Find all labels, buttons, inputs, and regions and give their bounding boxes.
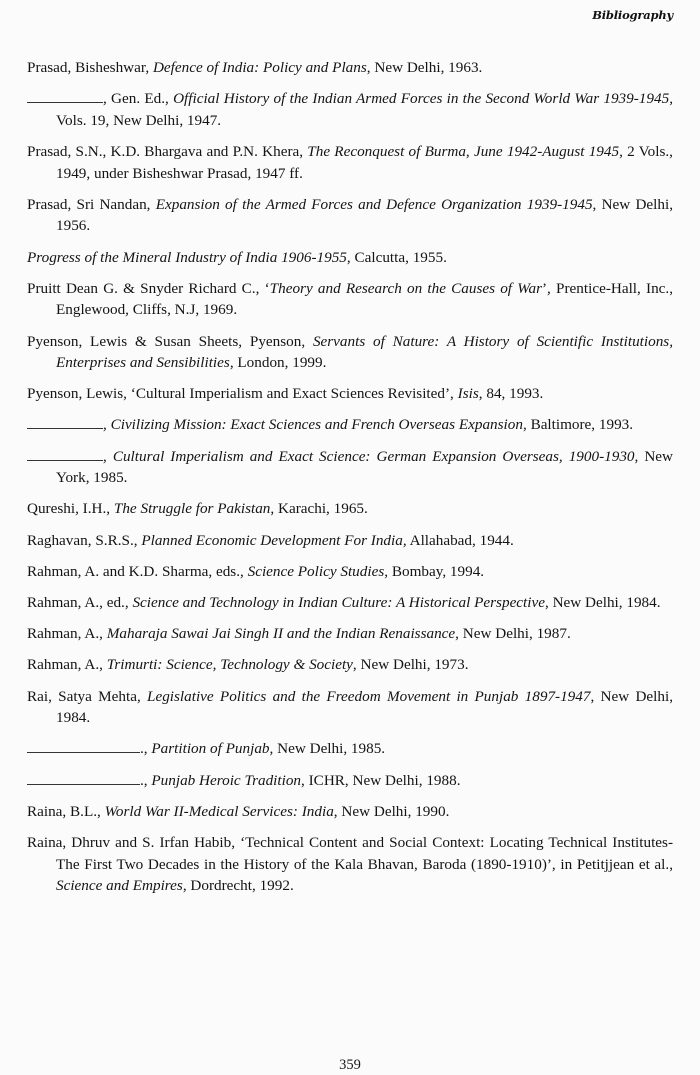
entry-title: Defence of India: Policy and Plans [152, 59, 367, 76]
entry-author: ., [140, 771, 152, 789]
bibliography-entry [27, 331, 673, 374]
bibliography-entry [27, 57, 673, 79]
bibliography-entry [27, 530, 673, 552]
entry-author: ., [140, 740, 152, 758]
entry-author: Rahman, A., [27, 625, 107, 643]
entry-title: Progress of the Mineral Industry of India 1906-1955 [27, 248, 347, 266]
entry-imprint: , Calcutta, 1955. [346, 248, 447, 266]
entry-title: Science Policy Studies [247, 562, 385, 580]
entry-author: Rai, Satya Mehta, [27, 687, 148, 705]
entry-title: Punjab Heroic Tradition [151, 771, 302, 789]
entry-author: Prasad, Bisheshwar, [27, 59, 153, 76]
entry-imprint: , Bombay, 1994. [384, 562, 485, 580]
entry-imprint: , New Delhi, 1984. [56, 687, 673, 727]
entry-author: Raina, Dhruv and S. Irfan Habib, ‘Technical Content and Social Context: Locating Technical Institutes-The First Two Decades in the History of the Kala Bhavan, Baroda (1890-1910)’, in Petitjjean et al., [27, 833, 673, 873]
bibliography-entry [27, 383, 673, 405]
bibliography-entry-list [27, 57, 673, 897]
entry-title: Expansion of the Armed Forces and Defence Organization 1939-1945 [155, 195, 593, 213]
repeated-author-rule [27, 739, 140, 753]
bibliography-entry [27, 623, 673, 645]
entry-author: Raghavan, S.R.S., [27, 531, 142, 549]
entry-author: Pyenson, Lewis & Susan Sheets, Pyenson, [27, 332, 313, 350]
entry-imprint: , Baltimore, 1993. [522, 416, 634, 434]
entry-title: Cultural Imperialism and Exact Science: German Expansion Overseas, 1900-1930 [112, 447, 635, 465]
running-head: Bibliography [592, 8, 673, 22]
entry-imprint: , New York, 1985. [56, 447, 673, 487]
entry-title: The Struggle for Pakistan [113, 500, 271, 518]
entry-title: Partition of Punjab [151, 740, 270, 758]
entry-author: Qureshi, I.H., [27, 500, 114, 518]
entry-imprint: , New Delhi, 1985. [269, 740, 386, 758]
entry-title: Civilizing Mission: Exact Sciences and French Overseas Expansion [110, 416, 523, 434]
entry-imprint: Allahabad, 1944. [406, 531, 514, 549]
entry-imprint: , New Delhi, 1990. [333, 802, 450, 820]
entry-imprint: , New Delhi, 1956. [56, 195, 673, 235]
entry-title: Theory and Research on the Causes of War [269, 279, 542, 297]
bibliography-entry [27, 498, 673, 520]
bibliography-entry [27, 561, 673, 583]
bibliography-entry [27, 446, 673, 489]
repeated-author-rule [27, 415, 103, 429]
entry-imprint: , New Delhi, 1984. [544, 594, 661, 611]
entry-author: Rahman, A. and K.D. Sharma, eds., [27, 562, 248, 580]
entry-author: , [103, 447, 113, 465]
bibliography-entry [27, 194, 673, 237]
entry-imprint: , 84, 1993. [478, 385, 544, 403]
bibliography-entry [27, 247, 673, 269]
entry-imprint: , New Delhi, 1973. [352, 656, 469, 674]
bibliography-entry [27, 88, 673, 131]
entry-author: , [103, 416, 111, 434]
bibliography-entry [27, 654, 673, 676]
entry-imprint: , ICHR, New Delhi, 1988. [301, 771, 461, 789]
bibliography-entry [27, 592, 673, 614]
bibliography-entry [27, 414, 673, 436]
repeated-author-rule [27, 446, 103, 460]
bibliography-entry [27, 770, 673, 792]
entry-title: Official History of the Indian Armed Forces in the Second World War 1939-1945 [173, 90, 670, 108]
entry-imprint: , London, 1999. [229, 354, 327, 372]
entry-title: Science and Technology in Indian Culture: A Historical Perspective [132, 594, 545, 611]
entry-imprint: , Vols. 19, New Delhi, 1947. [56, 90, 673, 129]
entry-author: Pyenson, Lewis, ‘Cultural Imperialism and Exact Sciences Revisited’, [27, 385, 458, 403]
bibliography-entry [27, 141, 673, 184]
bibliography-entry [27, 832, 673, 897]
entry-author: Pruitt Dean G. & Snyder Richard C., ‘ [27, 279, 270, 297]
entry-title: Maharaja Sawai Jai Singh II and the Indian Renaissance [106, 625, 456, 643]
page-number: 359 [339, 1057, 361, 1073]
entry-title: Science and Empires [56, 877, 183, 895]
bibliography-entry [27, 686, 673, 729]
entry-author: Prasad, Sri Nandan, [27, 195, 156, 213]
entry-author: Rahman, A., ed., [27, 594, 133, 611]
entry-author: , Gen. Ed., [103, 90, 174, 108]
entry-title: Planned Economic Development For India, [141, 531, 407, 549]
entry-title: Legislative Politics and the Freedom Movement in Punjab 1897-1947 [147, 687, 591, 705]
entry-imprint: , Dordrecht, 1992. [182, 877, 294, 895]
bibliography-entry [27, 738, 673, 760]
entry-title: The Reconquest of Burma, June 1942-August 1945 [307, 142, 620, 160]
repeated-author-rule [27, 770, 140, 784]
entry-imprint: , New Delhi, 1987. [455, 625, 571, 643]
entry-imprint: ’, Prentice-Hall, Inc., Englewood, Cliffs, N.J, 1969. [56, 279, 673, 319]
entry-title: Servants of Nature: A History of Scientific Institutions, Enterprises and Sensibilities [56, 332, 674, 372]
entry-title: World War II-Medical Services: India [104, 802, 334, 820]
entry-imprint: , New Delhi, 1963. [366, 59, 483, 76]
entry-author: Prasad, S.N., K.D. Bhargava and P.N. Khera, [27, 142, 308, 160]
entry-title: Isis [457, 385, 479, 403]
entry-title: Trimurti: Science, Technology & Society [106, 656, 353, 674]
bibliography-entry [27, 801, 673, 823]
entry-author: Raina, B.L., [27, 802, 105, 820]
bibliography-entry [27, 278, 673, 321]
entry-imprint: , Karachi, 1965. [270, 500, 368, 518]
entry-author: Rahman, A., [27, 656, 107, 674]
repeated-author-rule [27, 89, 103, 103]
entry-imprint: , 2 Vols., 1949, under Bisheshwar Prasad, 1947 ff. [56, 142, 673, 182]
